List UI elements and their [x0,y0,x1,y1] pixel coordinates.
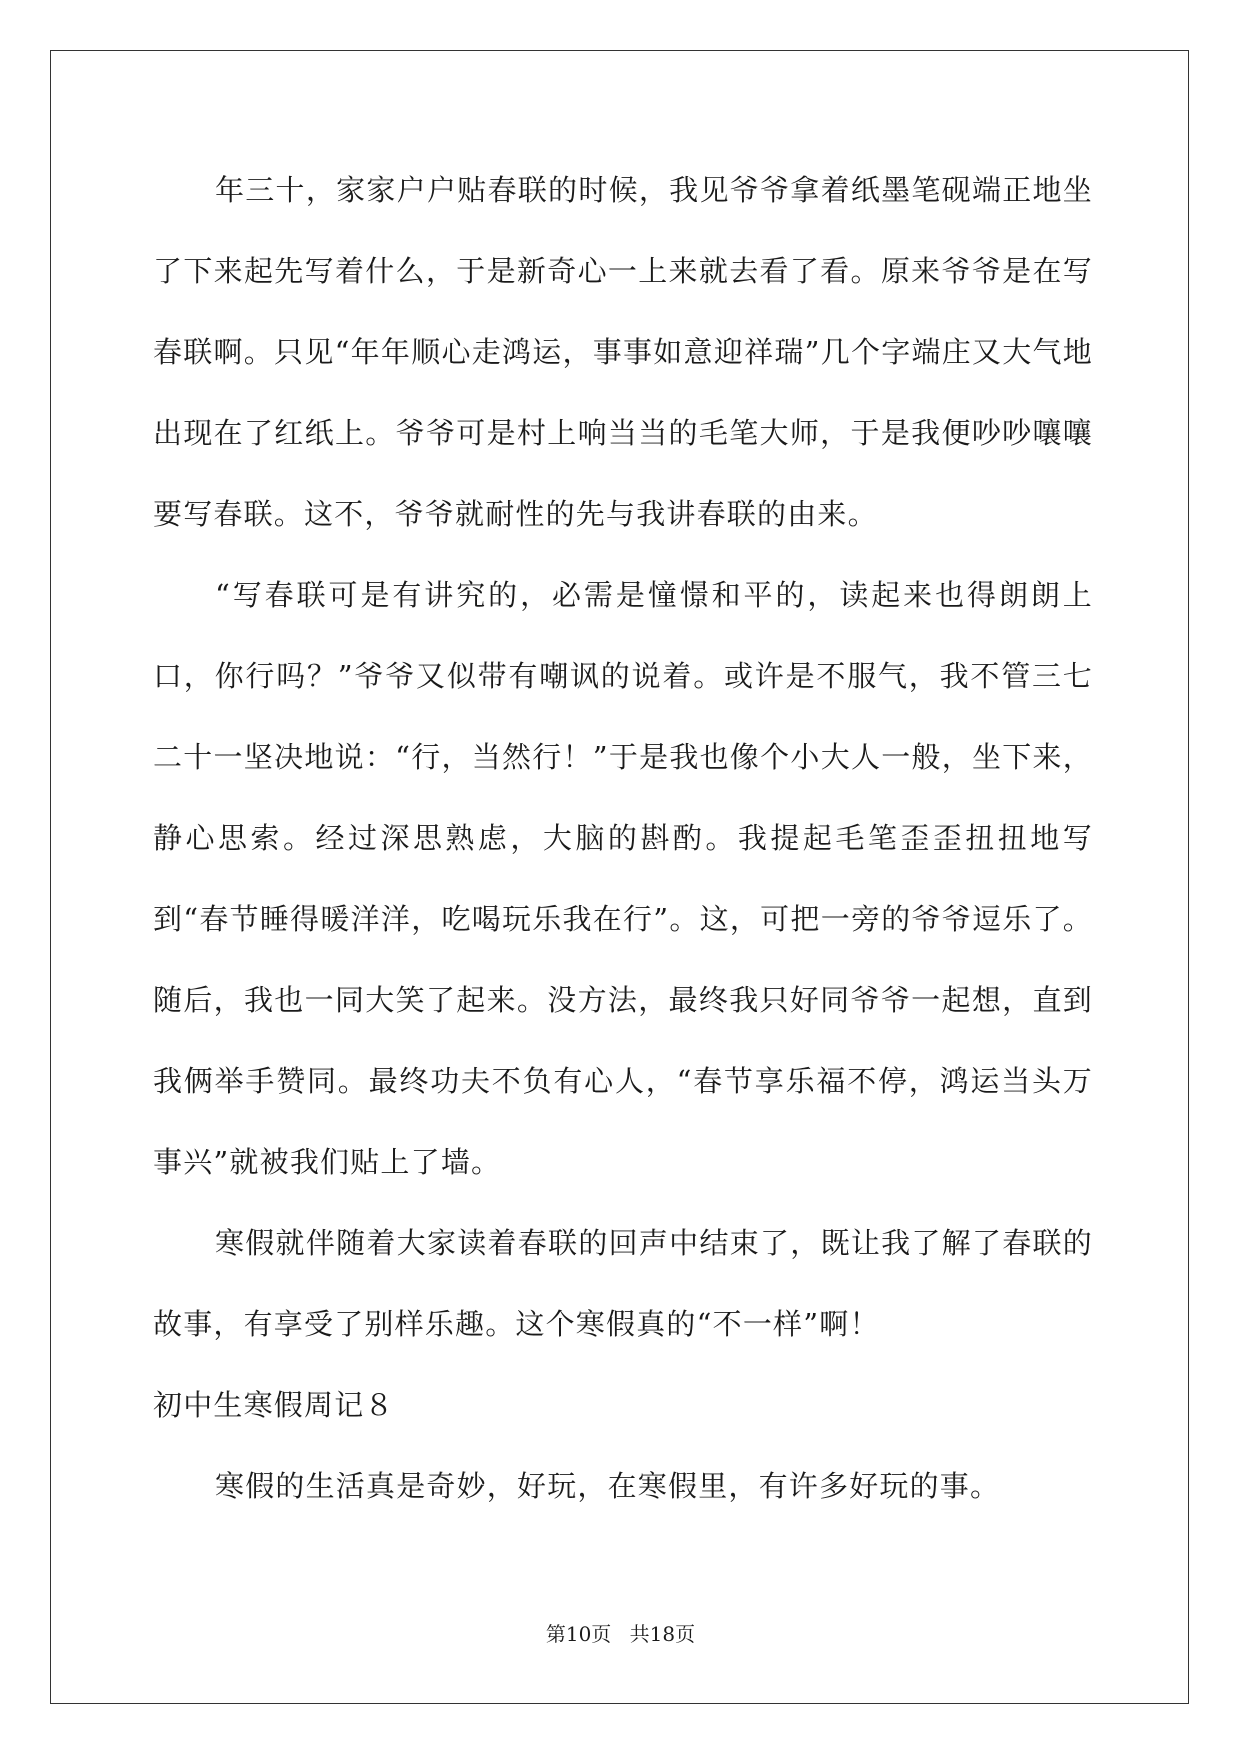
document-body [153,150,1093,1527]
current-page-number: 第10页 [545,1622,612,1646]
section-paragraph: 寒假的生活真是奇妙，好玩，在寒假里，有许多好玩的事。 [215,1469,1001,1503]
total-page-count: 共18页 [629,1622,696,1646]
section-heading: 初中生寒假周记８ [153,1388,395,1422]
paragraph-2: “写春联可是有讲究的，必需是憧憬和平的，读起来也得朗朗上口，你行吗？”爷爷又似带有嘲讽的说着。或许是不服气，我不管三七二十一坚决地说：“行，当然行！”于是我也像个小大人一般，坐下来，静心思索。经过深思熟虑，大脑的斟酌。我提起毛笔歪歪扭扭地写到“春节睡得暖洋洋，吃喝玩乐我在行”。这，可把一旁的爷爷逗乐了。随后，我也一同大笑了起来。没方法，最终我只好同爷爷一起想，直到我俩举手赞同。最终功夫不负有心人，“春节享乐福不停，鸿运当头万事兴”就被我们贴上了墙。 [153,578,1093,1179]
page-footer [0,1618,1241,1647]
paragraph-1: 年三十，家家户户贴春联的时候，我见爷爷拿着纸墨笔砚端正地坐了下来起先写着什么，于是新奇心一上来就去看了看。原来爷爷是在写春联啊。只见“年年顺心走鸿运，事事如意迎祥瑞”几个字端庄又大气地出现在了红纸上。爷爷可是村上响当当的毛笔大师，于是我便吵吵嚷嚷要写春联。这不，爷爷就耐性的先与我讲春联的由来。 [153,173,1093,531]
paragraph-3: 寒假就伴随着大家读着春联的回声中结束了，既让我了解了春联的故事，有享受了别样乐趣。这个寒假真的“不一样”啊！ [153,1226,1093,1341]
